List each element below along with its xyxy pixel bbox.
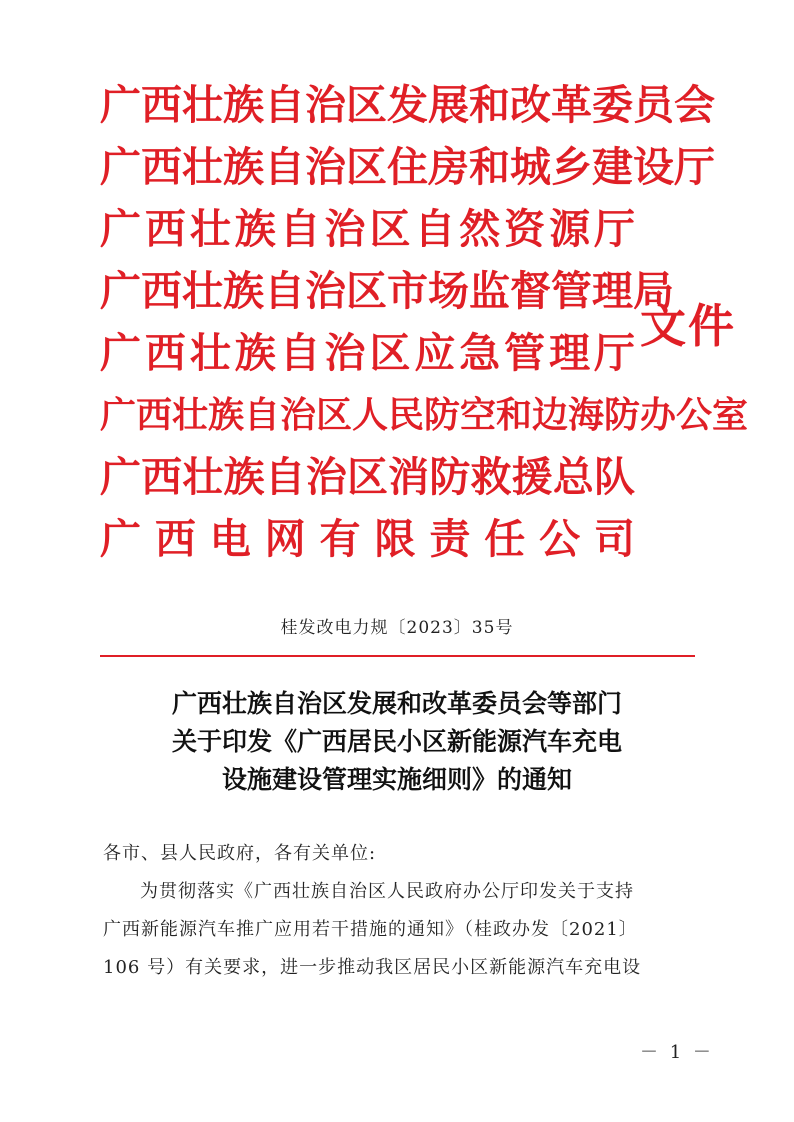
issuer-line: 广西壮族自治区消防救援总队 bbox=[100, 453, 635, 501]
body-paragraph bbox=[103, 873, 693, 987]
document-word: 文件 bbox=[640, 299, 736, 353]
document-number: 桂发改电力规〔2023〕35号 bbox=[280, 618, 514, 638]
title-line: 设施建设管理实施细则》的通知 bbox=[221, 765, 572, 794]
issuer-line: 广西壮族自治区市场监督管理局 bbox=[100, 267, 674, 315]
issuer-line: 广西电网有限责任公司 bbox=[100, 515, 635, 563]
body-line: 广西新能源汽车推广应用若干措施的通知》（桂政办发〔2021〕 bbox=[103, 919, 638, 940]
title-line: 广西壮族自治区发展和改革委员会等部门 bbox=[171, 689, 622, 718]
body-line: 106 号）有关要求，进一步推动我区居民小区新能源汽车充电设 bbox=[103, 957, 642, 978]
body-line: 为贯彻落实《广西壮族自治区人民政府办公厅印发关于支持 bbox=[140, 881, 634, 902]
salutation: 各市、县人民政府，各有关单位: bbox=[103, 843, 377, 864]
issuer-line: 广西壮族自治区人民防空和边海防办公室 bbox=[100, 394, 749, 436]
document-title bbox=[90, 685, 704, 799]
issuer-line: 广西壮族自治区自然资源厅 bbox=[100, 205, 635, 253]
red-divider bbox=[100, 655, 695, 657]
issuer-line: 广西壮族自治区发展和改革委员会 bbox=[100, 81, 715, 129]
title-line: 关于印发《广西居民小区新能源汽车充电 bbox=[171, 727, 622, 756]
page-number: － 1 － bbox=[640, 1042, 714, 1063]
issuer-line: 广西壮族自治区应急管理厅 bbox=[100, 329, 635, 377]
issuer-line: 广西壮族自治区住房和城乡建设厅 bbox=[100, 143, 715, 191]
